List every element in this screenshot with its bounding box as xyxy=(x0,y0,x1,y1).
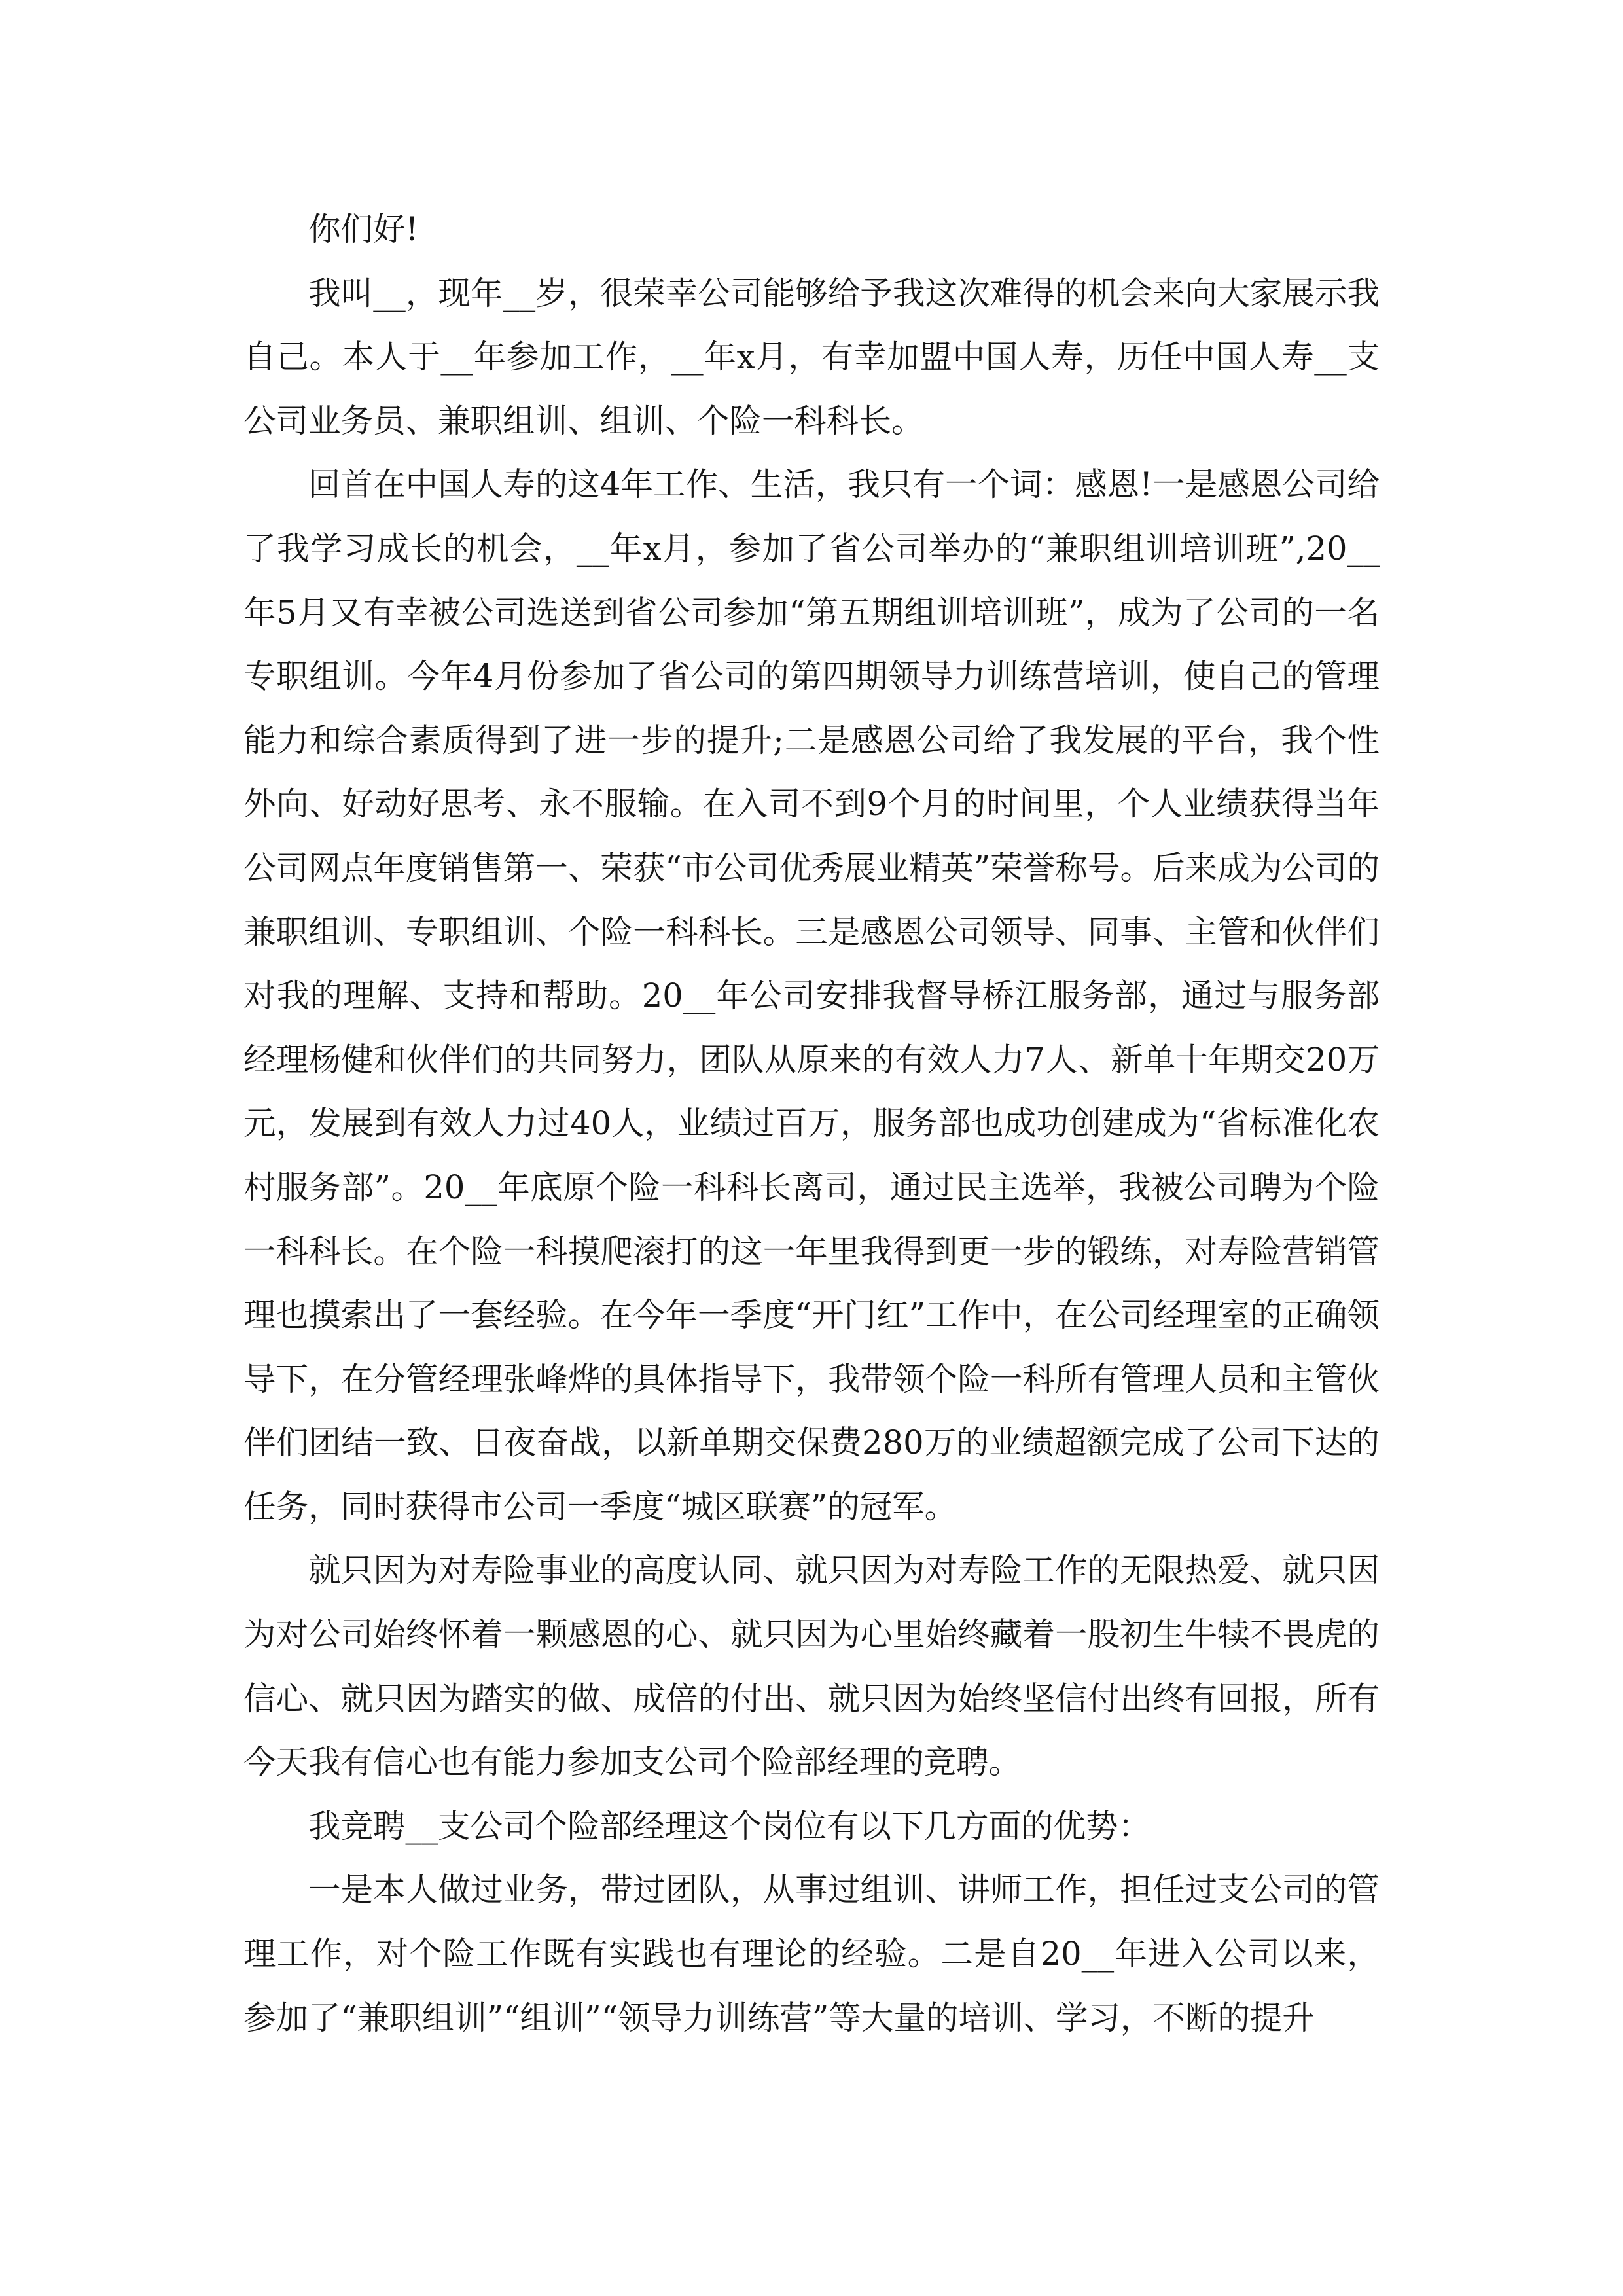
paragraph-advantages-intro: 我竞聘__支公司个险部经理这个岗位有以下几方面的优势： xyxy=(308,1806,1150,1845)
paragraph-gratitude: 回首在中国人寿的这4年工作、生活，我只有一个词：感恩!一是感恩公司给了我学习成长的机会，__年x月，参加了省公司举办的“兼职组训培训班”,20__年5月又有幸被公司选送到省公司参加“第五期组训培训班”，成为了公司的一名专职组训。今年4月份参加了省公司的第四期领导力训练营培训，使自己的管理能力和综合素质得到了进一步的提升;二是感恩公司给了我发展的平台，我个性外向、好动好思考、永不服输。在入司不到9个月的时间里，个人业绩获得当年公司网点年度销售第一、荣获“市公司优秀展业精英”荣誉称号。后来成为公司的兼职组训、专职组训、个险一科科长。三是感恩公司领导、同事、主管和伙伴们对我的理解、支持和帮助。20__年公司安排我督导桥江服务部，通过与服务部经理杨健和伙伴们的共同努力，团队从原来的有效人力7人、新单十年期交20万元，发展到有效人力过40人，业绩过百万，服务部也成功创建成为“省标准化农村服务部”。20__年底原个险一科科长离司，通过民主选举，我被公司聘为个险一科科长。在个险一科摸爬滚打的这一年里我得到更一步的锻练，对寿险营销管理也摸索出了一套经验。在今年一季度“开门红”工作中，在公司经理室的正确领导下，在分管经理张峰烨的具体指导下，我带领个险一科所有管理人员和主管伙伴们团结一致、日夜奋战，以新单期交保费280万的业绩超额完成了公司下达的任务，同时获得市公司一季度“城区联赛”的冠军。 xyxy=(243,465,1380,1526)
paragraph-motivation: 就只因为对寿险事业的高度认同、就只因为对寿险工作的无限热爱、就只因为对公司始终怀着一颗感恩的心、就只因为心里始终藏着一股初生牛犊不畏虎的信心、就只因为踏实的做、成倍的付出、就只因为始终坚信付出终有回报，所有今天我有信心也有能力参加支公司个险部经理的竞聘。 xyxy=(243,1551,1380,1782)
paragraph-self-introduction: 我叫__，现年__岁，很荣幸公司能够给予我这次难得的机会来向大家展示我自己。本人于__年参加工作，__年x月，有幸加盟中国人寿，历任中国人寿__支公司业务员、兼职组训、组训、个险一科科长。 xyxy=(243,274,1380,440)
paragraph-greeting: 你们好! xyxy=(308,210,419,248)
document-body xyxy=(243,198,1380,2050)
paragraph-advantage-one: 一是本人做过业务，带过团队，从事过组训、讲师工作，担任过支公司的管理工作，对个险工作既有实践也有理论的经验。二是自20__年进入公司以来，参加了“兼职组训”“组训”“领导力训练营”等大量的培训、学习，不断的提升 xyxy=(243,1871,1380,2037)
